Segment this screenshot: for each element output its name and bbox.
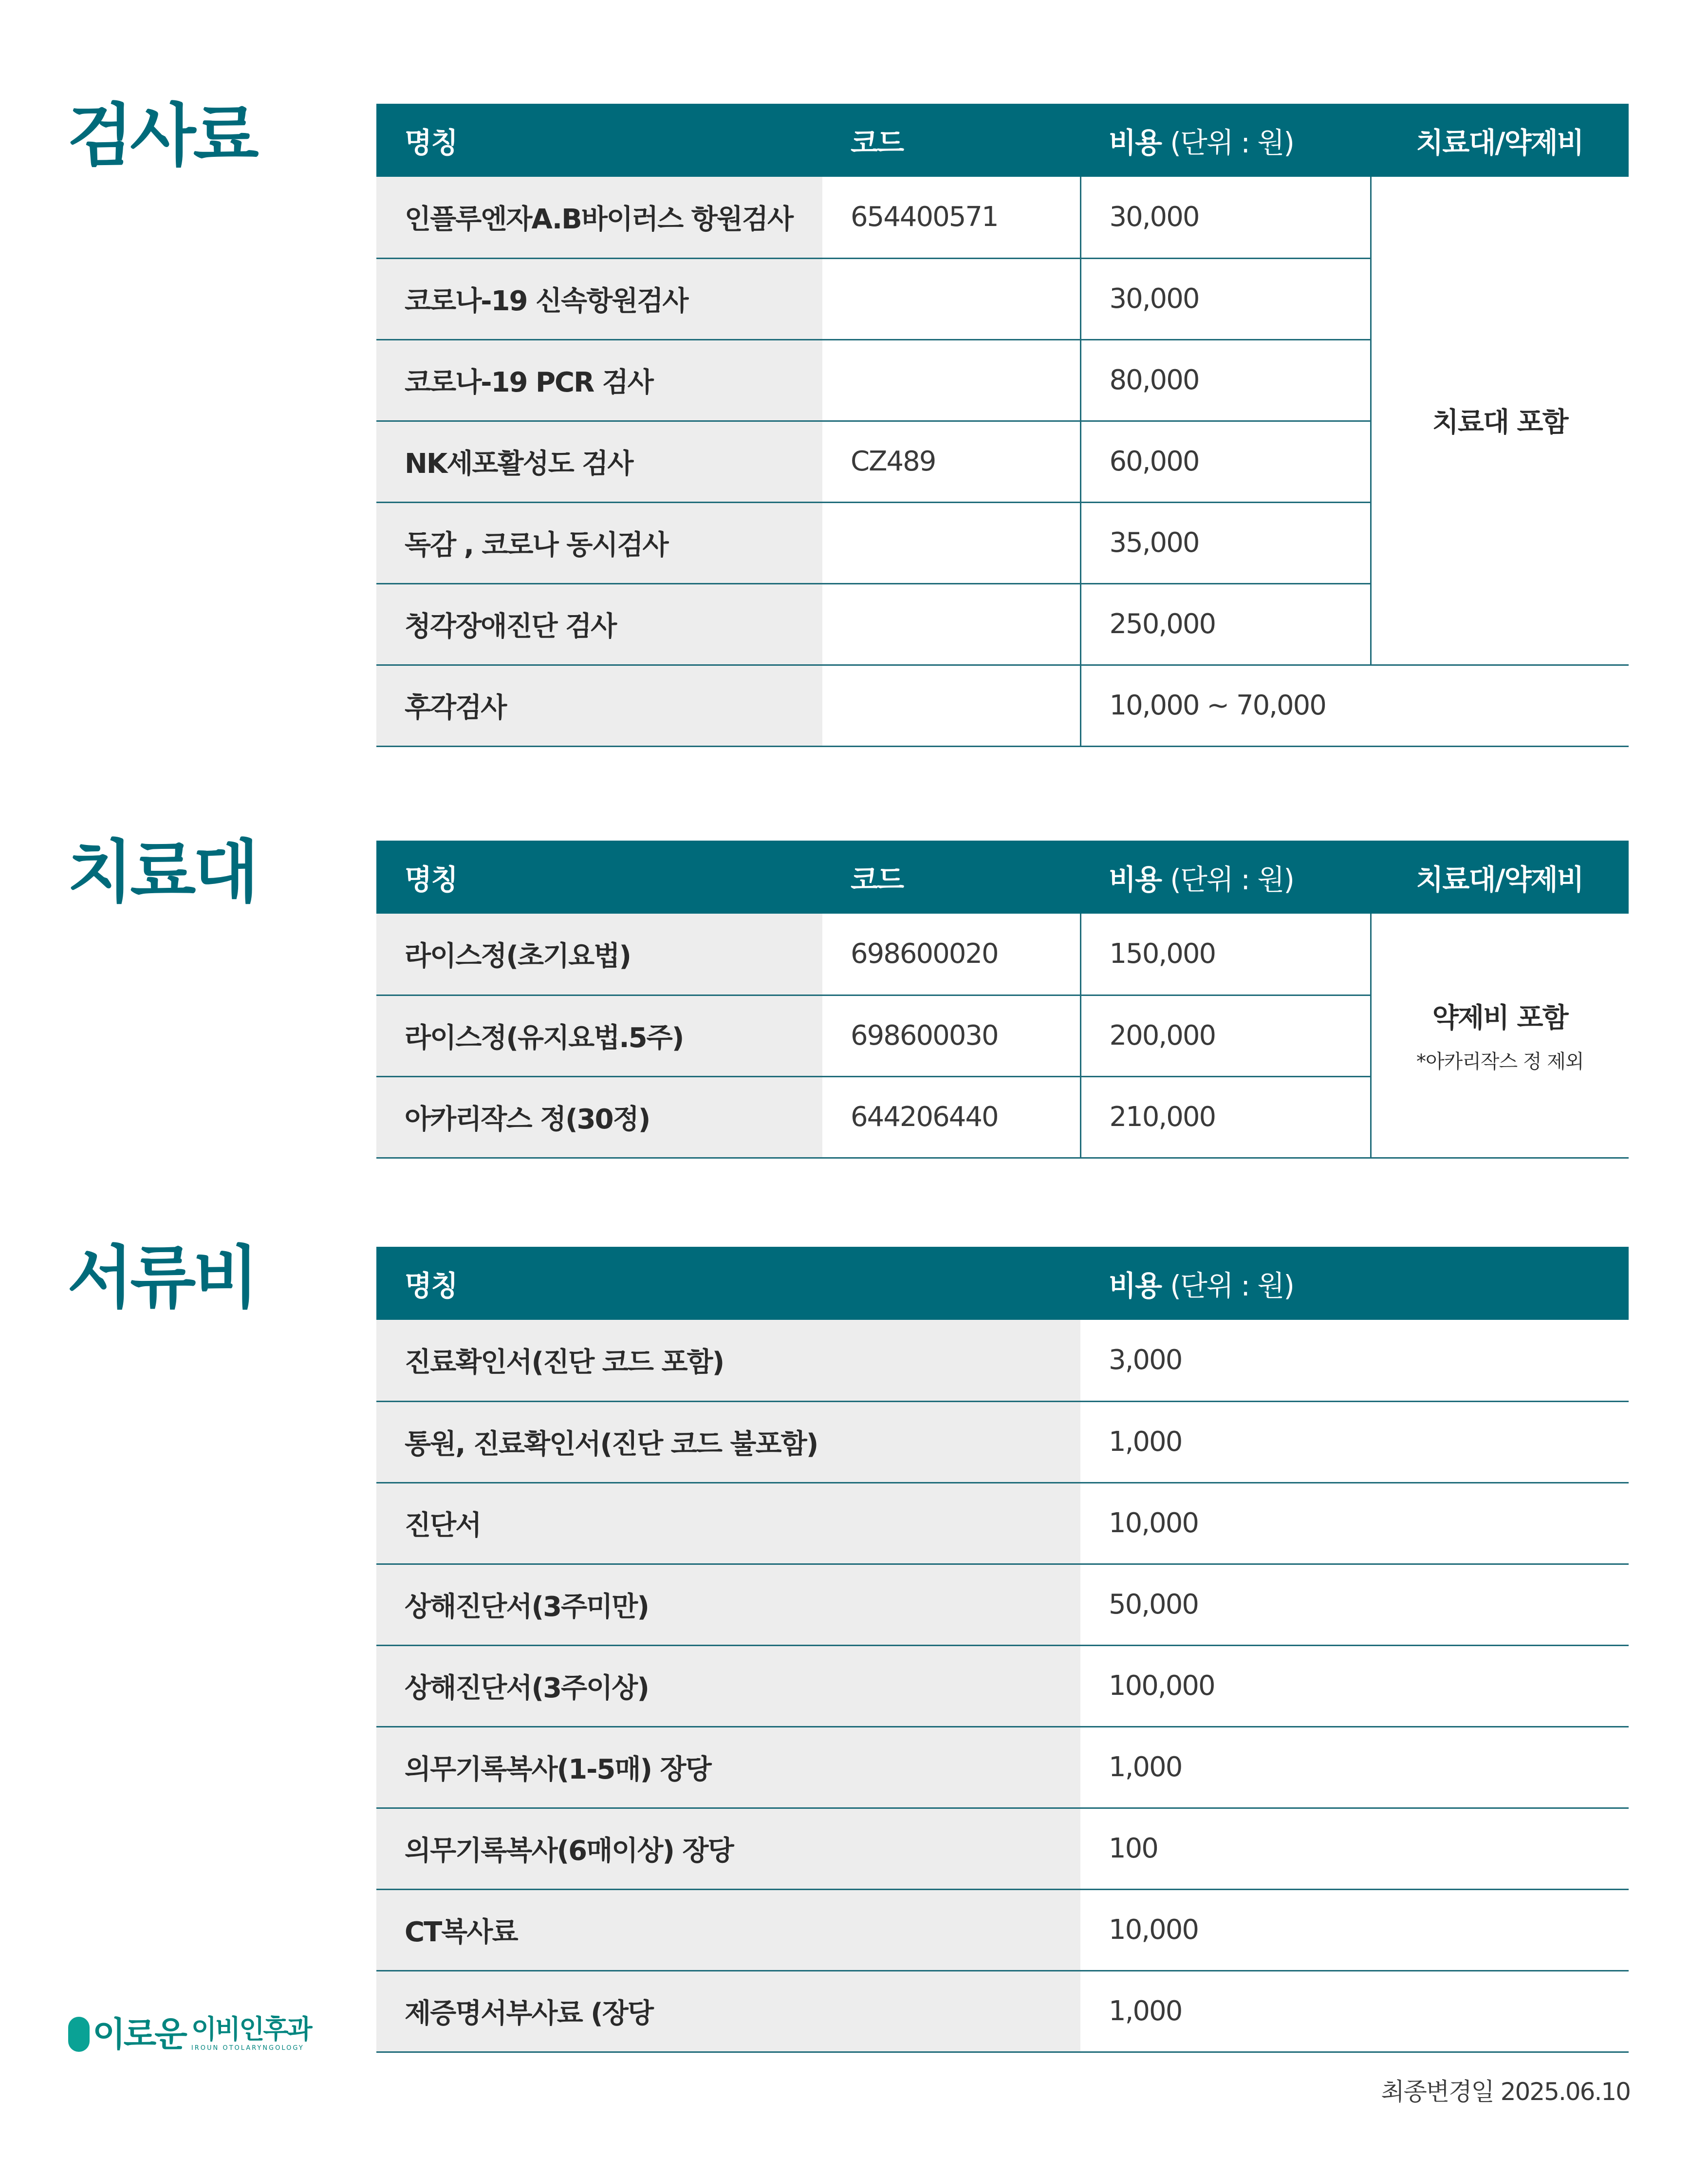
category-note — [1371, 914, 1629, 1158]
header-code: 코드 — [822, 841, 1080, 914]
table-row — [376, 1401, 1629, 1482]
header-cost-label: 비용 — [1109, 1269, 1162, 1302]
row-name: 코로나-19 신속항원검사 — [376, 258, 822, 339]
row-name: 청각장애진단 검사 — [376, 583, 822, 665]
table-row — [376, 1320, 1629, 1401]
table-row — [376, 1808, 1629, 1889]
row-name: CT복사료 — [376, 1889, 1080, 1970]
row-cost: 100 — [1080, 1808, 1629, 1889]
row-code: 698600020 — [822, 914, 1080, 995]
row-cost: 30,000 — [1080, 177, 1371, 258]
header-cost — [1080, 1247, 1629, 1320]
row-code: 698600030 — [822, 995, 1080, 1076]
table-header-row — [376, 841, 1629, 914]
row-cost: 80,000 — [1080, 339, 1371, 421]
table-row — [376, 1482, 1629, 1564]
table-header-row — [376, 104, 1629, 177]
row-code — [822, 665, 1080, 746]
row-name: 인플루엔자A.B바이러스 항원검사 — [376, 177, 822, 258]
row-cost: 1,000 — [1080, 1401, 1629, 1482]
table-row — [376, 914, 1629, 995]
row-name: 의무기록복사(6매이상) 장당 — [376, 1808, 1080, 1889]
row-cost: 1,000 — [1080, 1726, 1629, 1808]
logo-main-text: 이로운 — [93, 2014, 186, 2054]
row-cost: 1,000 — [1080, 1970, 1629, 2052]
logo-side — [191, 2016, 311, 2052]
row-name: 상해진단서(3주미만) — [376, 1564, 1080, 1645]
row-cost: 10,000 — [1080, 1889, 1629, 1970]
table-row — [376, 1970, 1629, 2052]
row-name: 진단서 — [376, 1482, 1080, 1564]
clinic-logo — [68, 2016, 311, 2052]
row-code: CZ489 — [822, 421, 1080, 502]
exam-fee-table — [376, 104, 1629, 747]
header-code: 코드 — [822, 104, 1080, 177]
header-name: 명칭 — [376, 104, 822, 177]
header-cost — [1080, 104, 1371, 177]
document-fee-table — [376, 1247, 1629, 2053]
row-code — [822, 339, 1080, 421]
header-cost-unit: (단위 : 원) — [1170, 126, 1294, 159]
row-name: 아카리작스 정(30정) — [376, 1076, 822, 1158]
row-code: 654400571 — [822, 177, 1080, 258]
category-note-sub: *아카리작스 정 제외 — [1416, 1051, 1584, 1073]
row-code — [822, 502, 1080, 583]
header-category: 치료대/약제비 — [1371, 841, 1629, 914]
section-title-treatment: 치료대 — [67, 833, 256, 912]
logo-mark-icon — [68, 2017, 90, 2052]
row-name: 진료확인서(진단 코드 포함) — [376, 1320, 1080, 1401]
logo-sub-text: 이비인후과 — [191, 2014, 311, 2045]
table-row — [376, 665, 1629, 746]
table-row — [376, 1564, 1629, 1645]
table-row — [376, 1726, 1629, 1808]
category-note-main: 약제비 포함 — [1432, 1002, 1568, 1034]
row-cost: 200,000 — [1080, 995, 1371, 1076]
row-cost: 30,000 — [1080, 258, 1371, 339]
row-name: NK세포활성도 검사 — [376, 421, 822, 502]
header-cost — [1080, 841, 1371, 914]
row-code: 644206440 — [822, 1076, 1080, 1158]
row-code — [822, 583, 1080, 665]
header-cost-label: 비용 — [1109, 126, 1162, 159]
header-cost-unit: (단위 : 원) — [1170, 1269, 1294, 1302]
row-name: 후각검사 — [376, 665, 822, 746]
treatment-fee-table — [376, 841, 1629, 1159]
table-row — [376, 177, 1629, 258]
last-updated-date: 최종변경일 2025.06.10 — [1381, 2078, 1630, 2106]
row-name: 라이스정(초기요법) — [376, 914, 822, 995]
header-name: 명칭 — [376, 1247, 1080, 1320]
row-cost: 10,000 ~ 70,000 — [1080, 665, 1629, 746]
row-name: 라이스정(유지요법.5주) — [376, 995, 822, 1076]
category-note: 치료대 포함 — [1371, 177, 1629, 665]
row-cost: 35,000 — [1080, 502, 1371, 583]
row-code — [822, 258, 1080, 339]
row-name: 제증명서부사료 (장당 — [376, 1970, 1080, 2052]
row-name: 코로나-19 PCR 검사 — [376, 339, 822, 421]
row-cost: 3,000 — [1080, 1320, 1629, 1401]
header-cost-unit: (단위 : 원) — [1170, 863, 1294, 896]
header-category: 치료대/약제비 — [1371, 104, 1629, 177]
row-name: 의무기록복사(1-5매) 장당 — [376, 1726, 1080, 1808]
table-row — [376, 1645, 1629, 1726]
row-cost: 10,000 — [1080, 1482, 1629, 1564]
row-cost: 100,000 — [1080, 1645, 1629, 1726]
section-title-documents: 서류비 — [67, 1239, 256, 1318]
table-row — [376, 1889, 1629, 1970]
row-name: 독감 , 코로나 동시검사 — [376, 502, 822, 583]
row-cost: 60,000 — [1080, 421, 1371, 502]
header-cost-label: 비용 — [1109, 863, 1162, 896]
header-name: 명칭 — [376, 841, 822, 914]
row-cost: 150,000 — [1080, 914, 1371, 995]
row-name: 통원, 진료확인서(진단 코드 불포함) — [376, 1401, 1080, 1482]
row-name: 상해진단서(3주이상) — [376, 1645, 1080, 1726]
row-cost: 50,000 — [1080, 1564, 1629, 1645]
row-cost: 210,000 — [1080, 1076, 1371, 1158]
section-title-exam: 검사료 — [67, 96, 256, 176]
table-header-row — [376, 1247, 1629, 1320]
row-cost: 250,000 — [1080, 583, 1371, 665]
logo-english-text: IROUN OTOLARYNGOLOGY — [191, 2045, 304, 2052]
